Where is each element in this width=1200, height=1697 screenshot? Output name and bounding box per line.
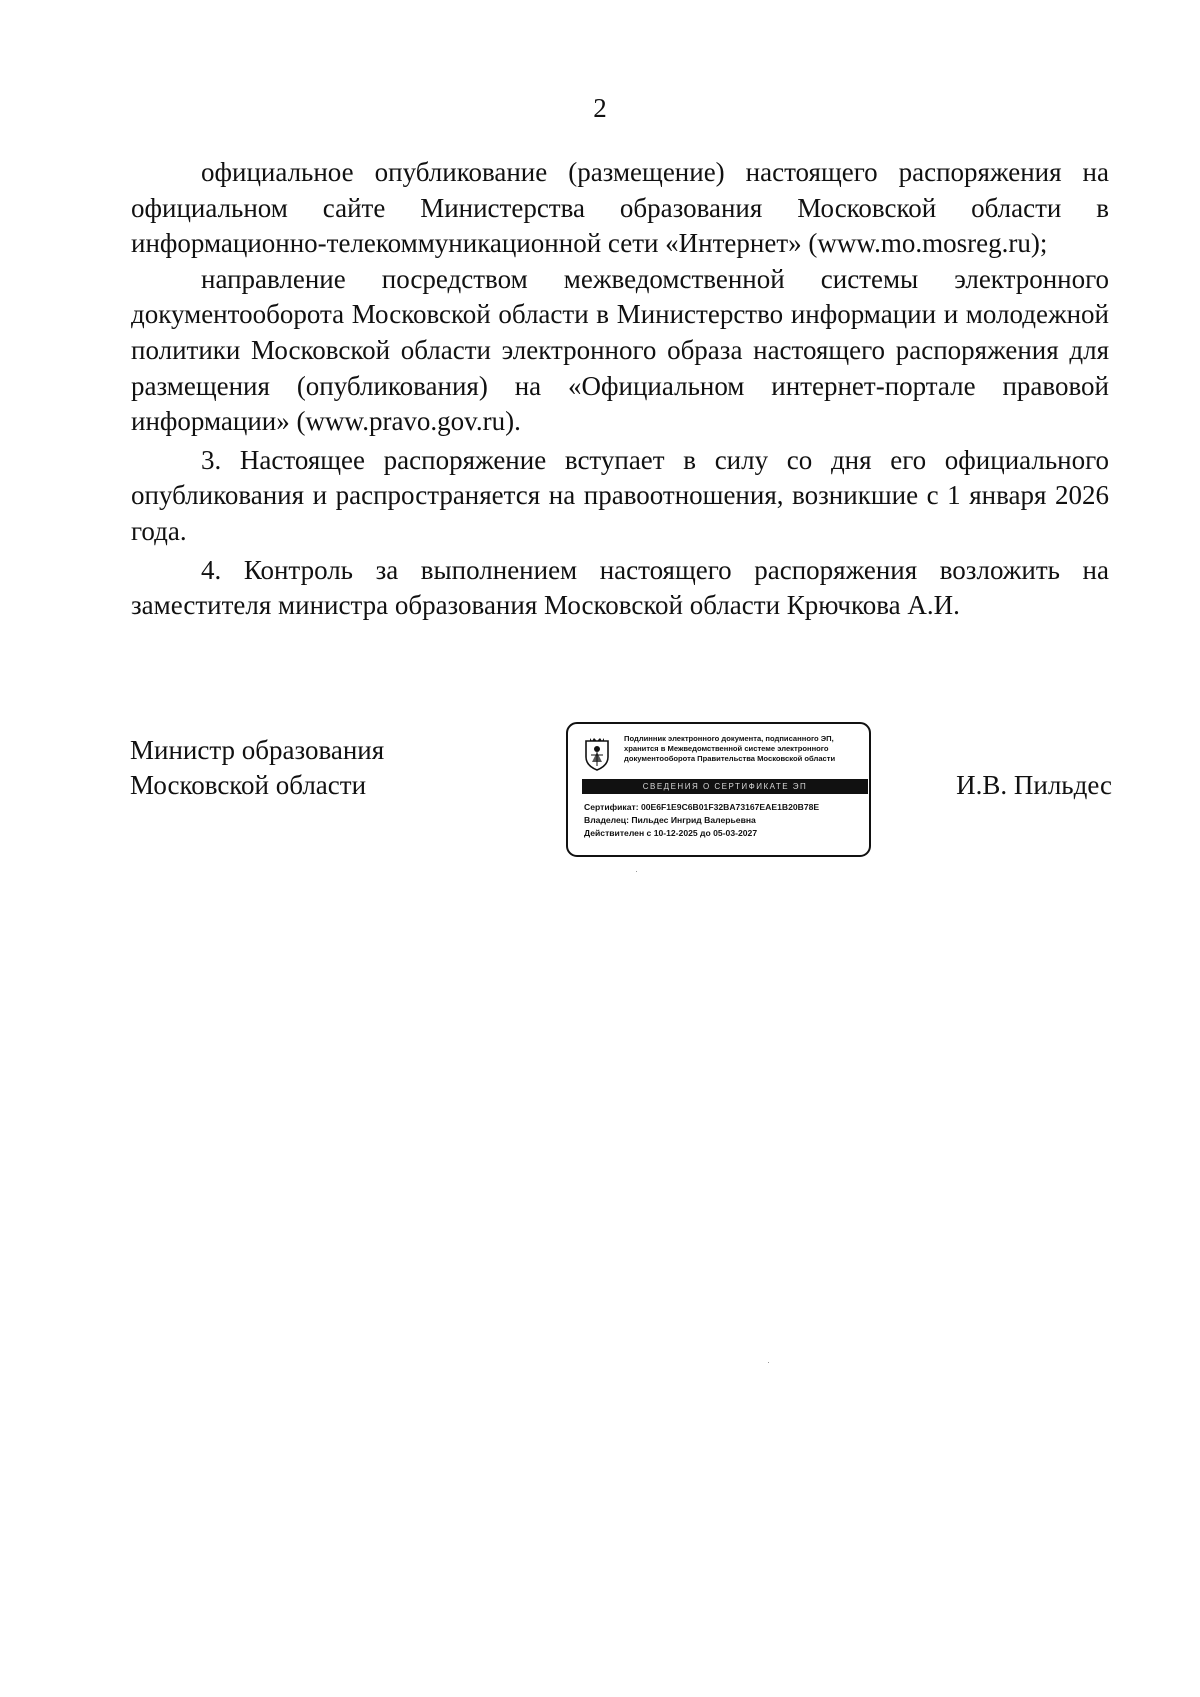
scan-speck xyxy=(636,871,637,872)
stamp-certificate-info xyxy=(584,801,819,840)
stamp-header-line1: Подлинник электронного документа, подписанного ЭП, xyxy=(624,734,834,743)
stamp-validity: Действителен с 10-12-2025 до 05-03-2027 xyxy=(584,828,758,838)
paragraph-electronic-transfer: направление посредством межведомственной системы электронного документооборота Московской области в Министерство информации и молодежной политики Московской области электронного образа настоящего распоряжения для размещения (опубликования) на «Официальном интернет-портале правовой информации» (www.pravo.gov.ru). xyxy=(131,263,1109,437)
page-number: 2 xyxy=(593,93,607,123)
moscow-region-coat-of-arms-icon xyxy=(583,737,611,771)
paragraph-item-4: 4. Контроль за выполнением настоящего распоряжения возложить на заместителя министра образования Московской области Крючкова А.И. xyxy=(131,554,1109,621)
signatory-position xyxy=(130,733,384,803)
stamp-header xyxy=(624,734,864,764)
paragraph-official-publication: официальное опубликование (размещение) настоящего распоряжения на официальном сайте Министерства образования Московской области в информационно-телекоммуникационной сети «Интернет» (www.mo.mosreg.ru); xyxy=(131,157,1109,259)
stamp-header-line3: документооборота Правительства Московской области xyxy=(624,754,836,763)
paragraph-item-3: 3. Настоящее распоряжение вступает в силу со дня его официального опубликования и распространяется на правоотношения, возникшие с 1 января 2026 года. xyxy=(131,444,1109,546)
stamp-header-line2: хранится в Межведомственной системе электронного xyxy=(624,744,829,753)
document-body xyxy=(131,155,1109,624)
stamp-certificate-bar: СВЕДЕНИЯ О СЕРТИФИКАТЕ ЭП xyxy=(582,779,868,794)
signatory-position-line1: Министр образования xyxy=(130,735,385,765)
electronic-signature-stamp xyxy=(566,722,871,857)
signatory-name: И.В. Пильдес xyxy=(956,770,1112,800)
stamp-owner: Владелец: Пильдес Ингрид Валерьевна xyxy=(584,815,756,825)
stamp-certificate-number: Сертификат: 00E6F1E9C6B01F32BA73167EAE1B20B78E xyxy=(584,802,820,812)
scan-speck xyxy=(768,1362,769,1363)
signatory-position-line2: Московской области xyxy=(130,770,367,800)
